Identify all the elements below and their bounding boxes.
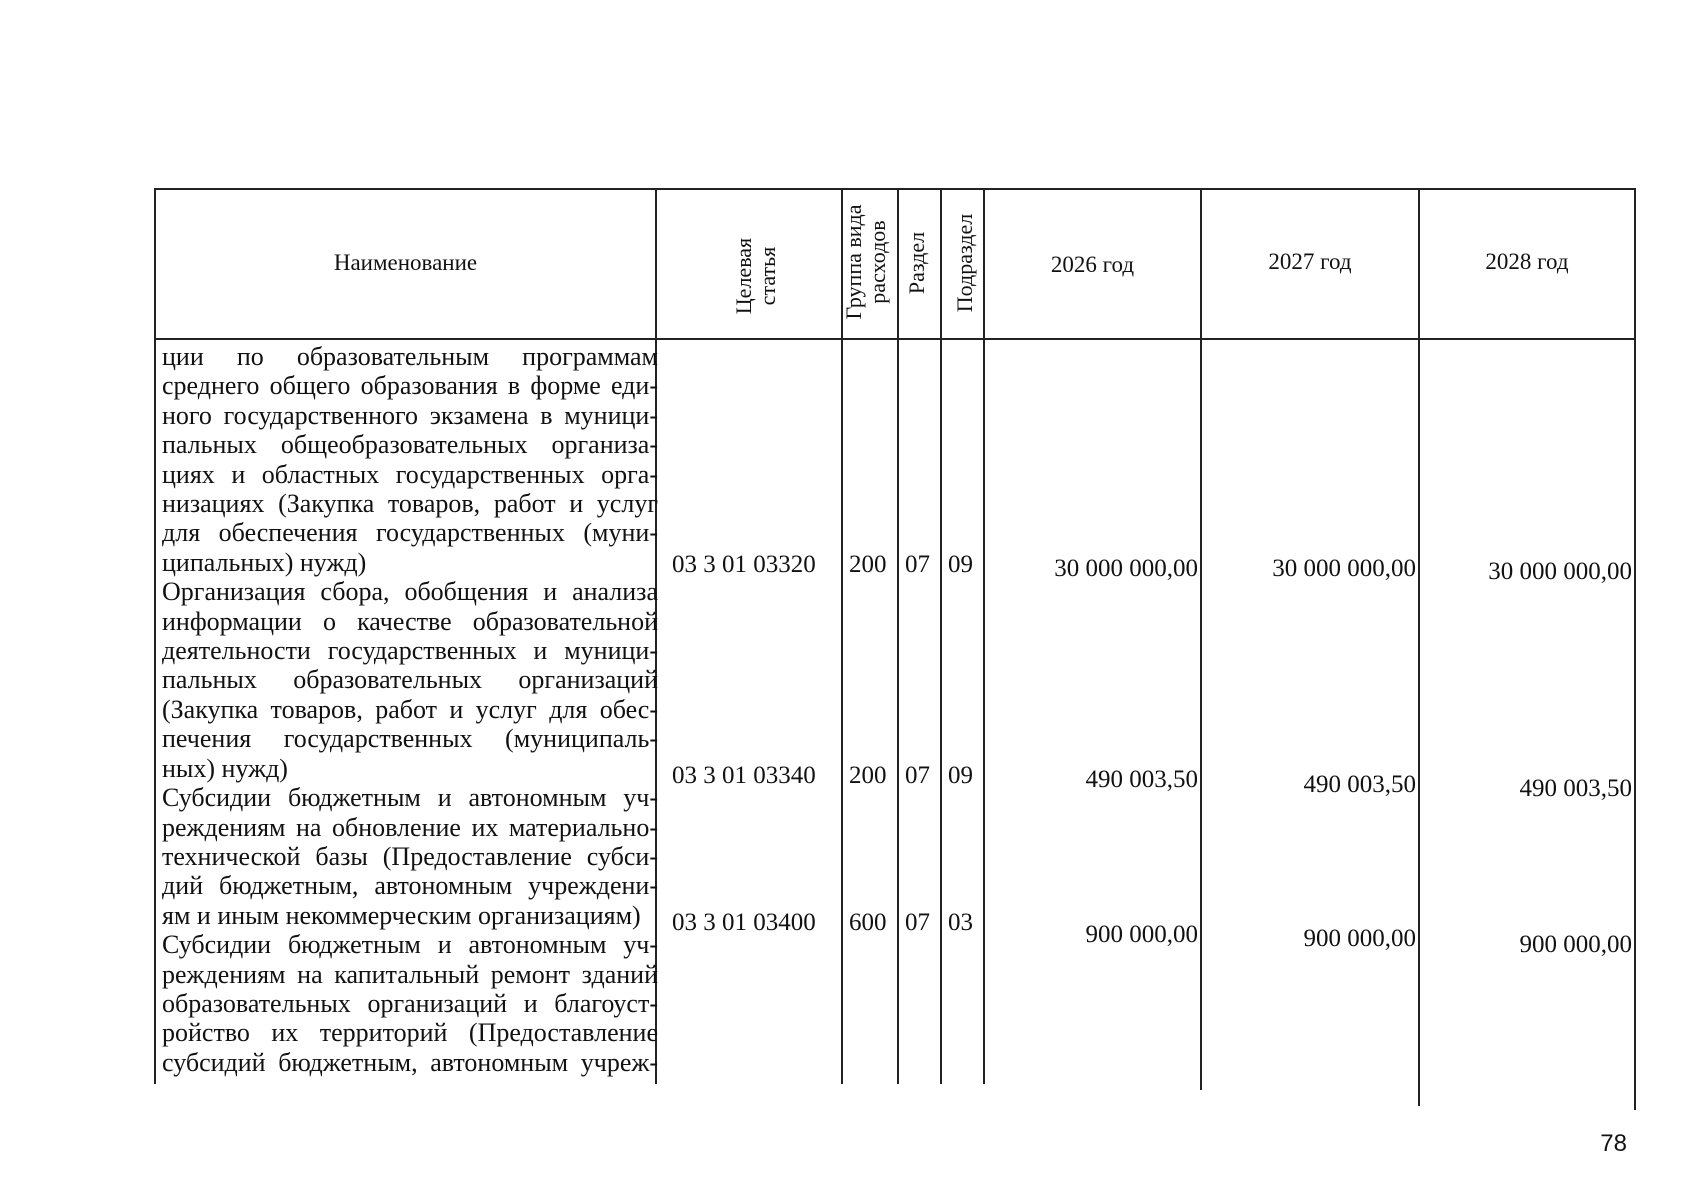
header-target-article-line2: статья bbox=[755, 246, 780, 306]
header-expense-group bbox=[842, 187, 894, 337]
header-2026: 2026 год bbox=[1050, 252, 1135, 277]
cell-2027: 30 000 000,00 bbox=[1272, 555, 1416, 582]
name-line: ципальных) нужд) bbox=[162, 547, 367, 577]
col-divider-subsection bbox=[983, 188, 985, 1084]
name-line: ции по образовательным программам bbox=[162, 342, 658, 371]
cell-2027: 490 003,50 bbox=[1303, 771, 1416, 798]
name-line: ного государственного экзамена в муници- bbox=[162, 400, 658, 430]
header-target-article bbox=[732, 196, 784, 356]
cell-section: 07 bbox=[905, 909, 930, 936]
cell-group: 200 bbox=[849, 762, 887, 789]
name-line: Организация сбора, обобщения и анализа bbox=[162, 577, 658, 607]
header-target-article-line1: Целевая bbox=[731, 237, 756, 315]
name-line: реждениям на обновление их материально- bbox=[162, 812, 658, 842]
name-line: пальных общеобразовательных организа- bbox=[162, 430, 658, 460]
name-line: низациях (Закупка товаров, работ и услуг bbox=[162, 489, 658, 519]
cell-2026: 900 000,00 bbox=[1085, 921, 1198, 948]
header-2027: 2027 год bbox=[1268, 249, 1352, 274]
name-line: деятельности государственных и муници- bbox=[162, 636, 658, 666]
cell-2026: 490 003,50 bbox=[1085, 766, 1198, 793]
header-name: Наименование bbox=[333, 250, 478, 275]
cell-2028: 30 000 000,00 bbox=[1488, 558, 1632, 585]
name-line: ройство их территорий (Предоставление bbox=[162, 1018, 658, 1048]
cell-2027: 900 000,00 bbox=[1303, 925, 1416, 952]
page-number: 78 bbox=[1600, 1130, 1627, 1157]
cell-article: 03 3 01 03320 bbox=[672, 551, 816, 578]
name-column-text bbox=[162, 342, 658, 1077]
header-expense-group-line1: Группа вида bbox=[841, 204, 866, 320]
name-line: дий бюджетным, автономным учреждени- bbox=[162, 871, 658, 901]
col-divider-section bbox=[940, 188, 942, 1084]
name-line: пальных образовательных организаций bbox=[162, 665, 658, 695]
col-divider-group bbox=[897, 188, 899, 1084]
cell-2028: 900 000,00 bbox=[1519, 931, 1632, 958]
cell-subsection: 09 bbox=[948, 551, 973, 578]
name-line: (Закупка товаров, работ и услуг для обес- bbox=[162, 694, 658, 724]
header-section: Раздел bbox=[904, 231, 929, 295]
table-right-border bbox=[1634, 188, 1636, 1110]
cell-section: 07 bbox=[905, 551, 930, 578]
table-left-border bbox=[154, 188, 156, 1084]
cell-group: 600 bbox=[849, 909, 887, 936]
name-line: Субсидии бюджетным и автономным уч- bbox=[162, 930, 658, 960]
cell-section: 07 bbox=[905, 762, 930, 789]
col-divider-2027 bbox=[1418, 188, 1420, 1106]
name-line: Субсидии бюджетным и автономным уч- bbox=[162, 783, 658, 813]
header-subsection: Подраздел bbox=[952, 213, 977, 313]
name-line: технической базы (Предоставление субси- bbox=[162, 841, 658, 871]
table-top-border bbox=[154, 188, 1635, 190]
name-line: циях и областных государственных орга- bbox=[162, 459, 658, 489]
name-line: информации о качестве образовательной bbox=[162, 606, 658, 636]
cell-subsection: 03 bbox=[948, 909, 973, 936]
cell-article: 03 3 01 03340 bbox=[672, 762, 816, 789]
name-line: реждениям на капитальный ремонт зданий bbox=[162, 959, 658, 989]
header-2028: 2028 год bbox=[1485, 249, 1569, 274]
name-line: субсидий бюджетным, автономным учреж- bbox=[162, 1047, 658, 1077]
cell-article: 03 3 01 03400 bbox=[672, 909, 816, 936]
cell-subsection: 09 bbox=[948, 762, 973, 789]
name-line: образовательных организаций и благоуст- bbox=[162, 988, 658, 1018]
name-line: среднего общего образования в форме еди- bbox=[162, 371, 658, 401]
name-line: для обеспечения государственных (муни- bbox=[162, 518, 658, 548]
name-line: печения государственных (муниципаль- bbox=[162, 724, 658, 754]
cell-group: 200 bbox=[849, 551, 887, 578]
header-expense-group-line2: расходов bbox=[865, 220, 890, 304]
col-divider-2026 bbox=[1200, 188, 1202, 1090]
name-line: ям и иным некоммерческим организациям) bbox=[162, 900, 641, 930]
cell-2028: 490 003,50 bbox=[1519, 775, 1632, 802]
name-line: ных) нужд) bbox=[162, 753, 288, 783]
cell-2026: 30 000 000,00 bbox=[1054, 555, 1198, 582]
header-bottom-border bbox=[154, 338, 1635, 340]
